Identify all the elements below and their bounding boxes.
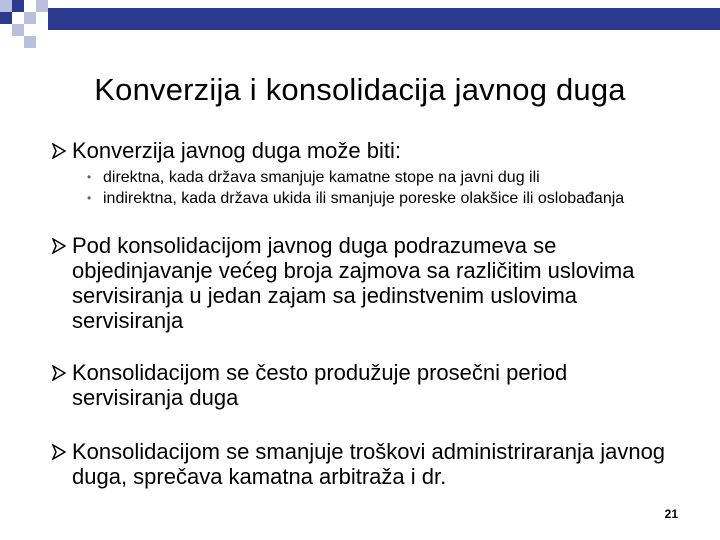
bullet-text: Konsolidacijom se smanjuje troškovi administriraranja javnog duga, sprečava kamatna arbitraža i dr. xyxy=(72,439,666,489)
dot-bullet-icon: • xyxy=(87,170,92,184)
arrow-bullet-icon xyxy=(52,143,66,159)
bullet-text: Konverzija javnog duga može biti: xyxy=(72,138,401,163)
sub-bullet-text: direktna, kada država smanjuje kamatne stope na javni dug ili xyxy=(103,169,540,186)
sub-bullet-text: indirektna, kada država ukida ili smanjuje poreske olakšice ili oslobađanja xyxy=(103,190,625,207)
page-number: 21 xyxy=(664,507,678,521)
header-decoration xyxy=(0,0,720,50)
bullet-text: Pod konsolidacijom javnog duga podrazumeva se objedinjavanje većeg broja zajmova sa različitim uslovima servisiranja u jedan zajam sa jedinstvenim uslovima servisiranja xyxy=(72,233,635,333)
arrow-bullet-icon xyxy=(52,365,66,381)
dot-bullet-icon: • xyxy=(87,191,92,205)
arrow-bullet-icon xyxy=(52,444,66,460)
bullet-text: Konsolidacijom se često produžuje prosečni period servisiranja duga xyxy=(72,360,568,410)
slide-title: Konverzija i konsolidacija javnog duga xyxy=(94,72,626,107)
arrow-bullet-icon xyxy=(52,238,66,254)
